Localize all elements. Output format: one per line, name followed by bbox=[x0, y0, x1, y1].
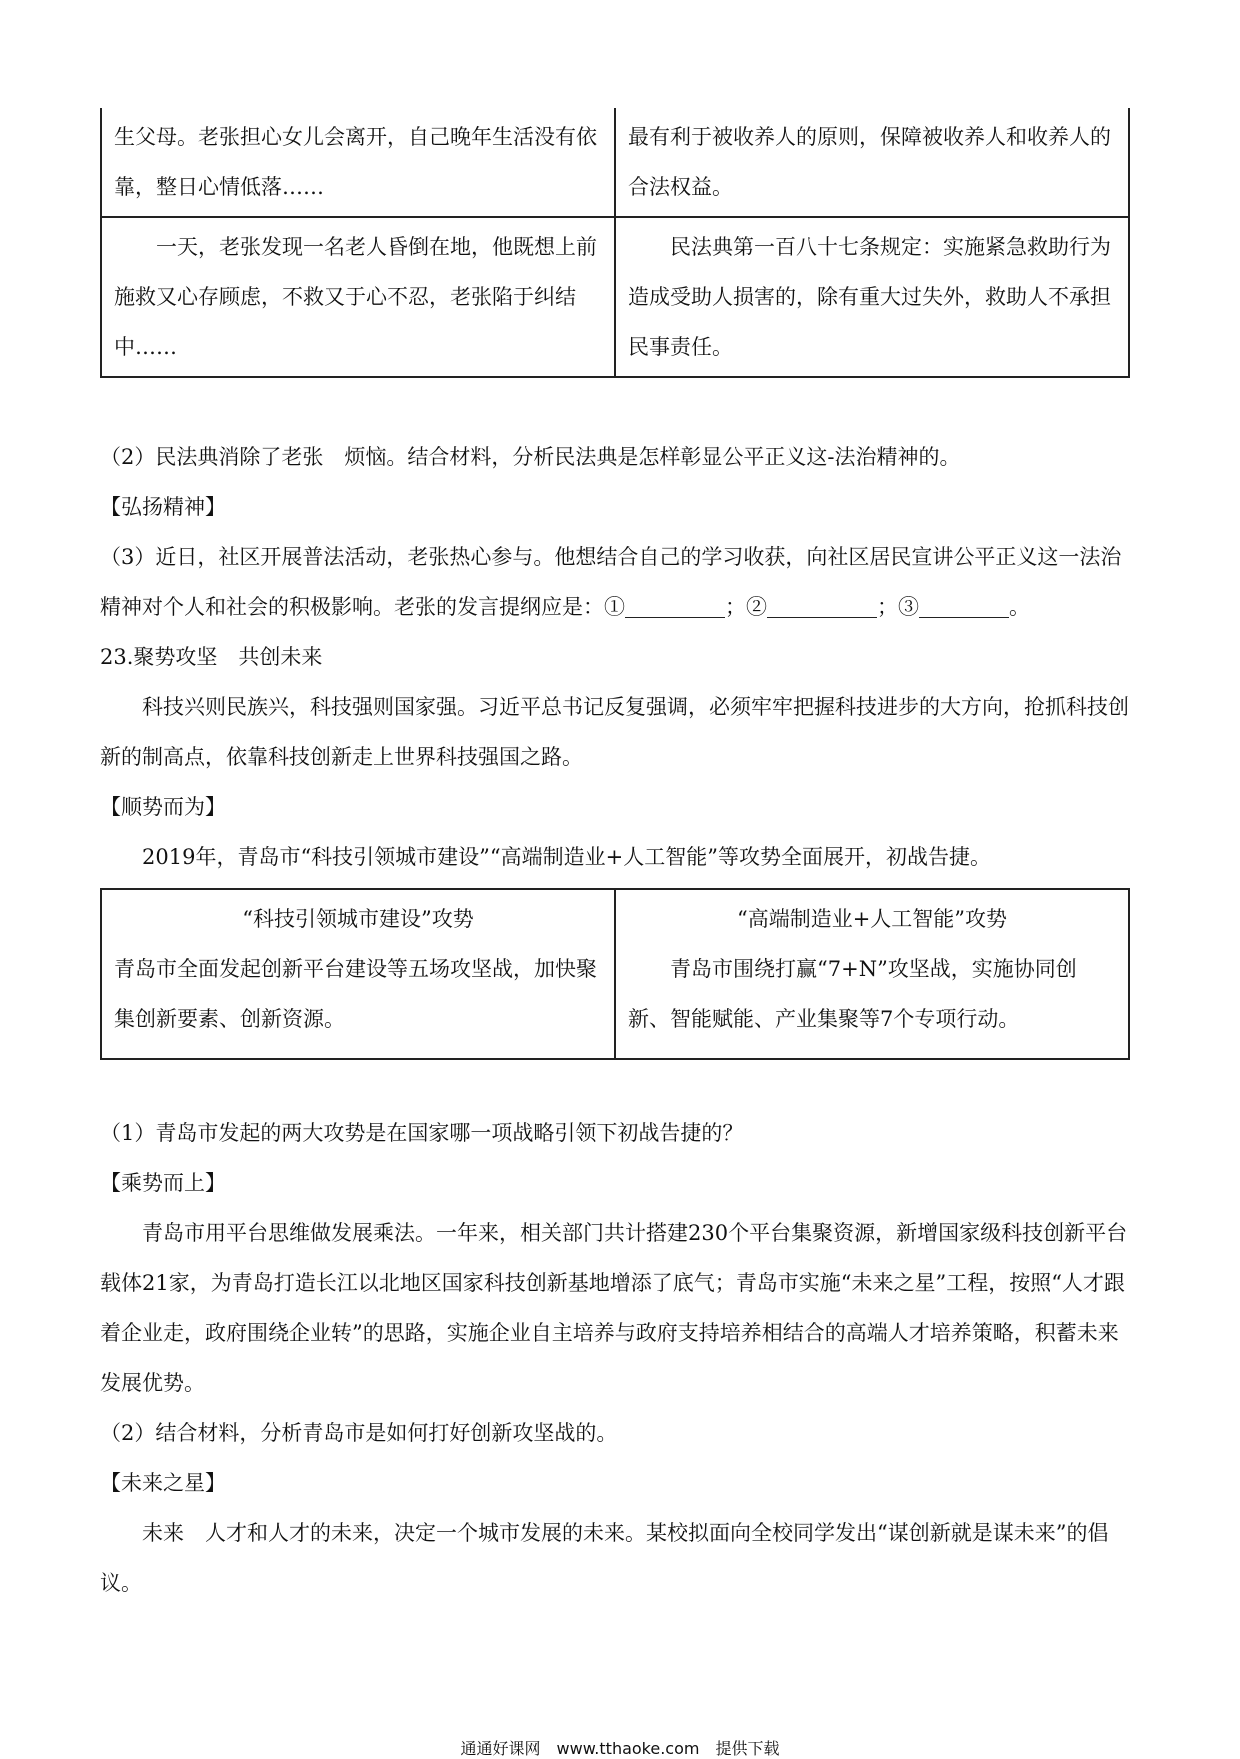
case-law-table bbox=[100, 108, 1130, 378]
question-2: （2）民法典消除了老张 烦恼。结合材料，分析民法典是怎样彰显公平正义这-法治精神的。 bbox=[100, 445, 961, 469]
document-body bbox=[100, 108, 1130, 1608]
table-row bbox=[101, 108, 1129, 217]
table-row bbox=[101, 889, 1129, 1059]
spacer bbox=[100, 1060, 1130, 1108]
law-cell: 最有利于被收养人的原则，保障被收养人和收养人的合法权益。 bbox=[615, 108, 1129, 217]
chengshi-text: 青岛市用平台思维做发展乘法。一年来，相关部门共计搭建230个平台集聚资源，新增国家级科技创新平台载体21家，为青岛打造长江以北地区国家科技创新基地增添了底气；青岛市实施“未来之星”工程，按照“人才跟着企业走，政府围绕企业转”的思路，实施企业自主培养与政府支持培养相结合的高端人才培养策略，积蓄未来发展优势。 bbox=[100, 1221, 1128, 1395]
weilai-text: 未来 人才和人才的未来，决定一个城市发展的未来。某校拟面向全校同学发出“谋创新就是谋未来”的倡议。 bbox=[100, 1521, 1109, 1595]
section-heading: 【弘扬精神】 bbox=[100, 495, 226, 519]
question-23-title: 23.聚势攻坚 共创未来 bbox=[100, 645, 323, 669]
answer-blank-1[interactable] bbox=[625, 595, 725, 618]
answer-blank-2[interactable] bbox=[767, 595, 877, 618]
answer-blank-3[interactable] bbox=[919, 595, 1009, 618]
case-cell: 生父母。老张担心女儿会离开，自己晚年生活没有依靠，整日心情低落…… bbox=[101, 108, 615, 217]
right-cell-title: “高端制造业+人工智能”攻势 bbox=[736, 907, 1008, 931]
left-cell bbox=[101, 889, 615, 1059]
question-23-intro: 科技兴则民族兴，科技强则国家强。习近平总书记反复强调，必须牢牢把握科技进步的大方向，抢抓科技创新的制高点，依靠科技创新走上世界科技强国之路。 bbox=[100, 695, 1129, 769]
right-cell bbox=[615, 889, 1129, 1059]
question-23-1: （1）青岛市发起的两大攻势是在国家哪一项战略引领下初战告捷的？ bbox=[100, 1121, 744, 1145]
left-cell-text: 青岛市全面发起创新平台建设等五场攻坚战，加快聚集创新要素、创新资源。 bbox=[114, 957, 597, 1031]
right-cell-text: 青岛市围绕打赢“7+N”攻坚战，实施协同创新、智能赋能、产业集聚等7个专项行动。 bbox=[628, 957, 1077, 1031]
end-mark: 。 bbox=[1009, 595, 1030, 619]
section-heading: 【乘势而上】 bbox=[100, 1171, 226, 1195]
offensive-table bbox=[100, 888, 1130, 1060]
question-3-text: （3）近日，社区开展普法活动，老张热心参与。他想结合自己的学习收获，向社区居民宣讲公平正义这一法治精神对个人和社会的积极影响。老张的发言提纲应是：① bbox=[100, 545, 1122, 619]
spacer bbox=[100, 378, 1130, 432]
section-heading: 【顺势而为】 bbox=[100, 795, 226, 819]
question-3 bbox=[100, 532, 1130, 632]
blank-separator: ；② bbox=[725, 595, 767, 619]
blank-separator: ；③ bbox=[877, 595, 919, 619]
left-cell-title: “科技引领城市建设”攻势 bbox=[242, 907, 474, 931]
shunshi-text: 2019年，青岛市“科技引领城市建设”“高端制造业+人工智能”等攻势全面展开，初战告捷。 bbox=[142, 845, 991, 869]
page-footer: 通通好课网 www.tthaoke.com 提供下载 bbox=[460, 1739, 780, 1758]
case-cell: 一天，老张发现一名老人昏倒在地，他既想上前施救又心存顾虑，不救又于心不忍，老张陷于纠结中…… bbox=[101, 217, 615, 377]
question-23-2: （2）结合材料，分析青岛市是如何打好创新攻坚战的。 bbox=[100, 1421, 618, 1445]
law-cell: 民法典第一百八十七条规定：实施紧急救助行为造成受助人损害的，除有重大过失外，救助人不承担民事责任。 bbox=[615, 217, 1129, 377]
section-heading: 【未来之星】 bbox=[100, 1471, 226, 1495]
table-row bbox=[101, 217, 1129, 377]
